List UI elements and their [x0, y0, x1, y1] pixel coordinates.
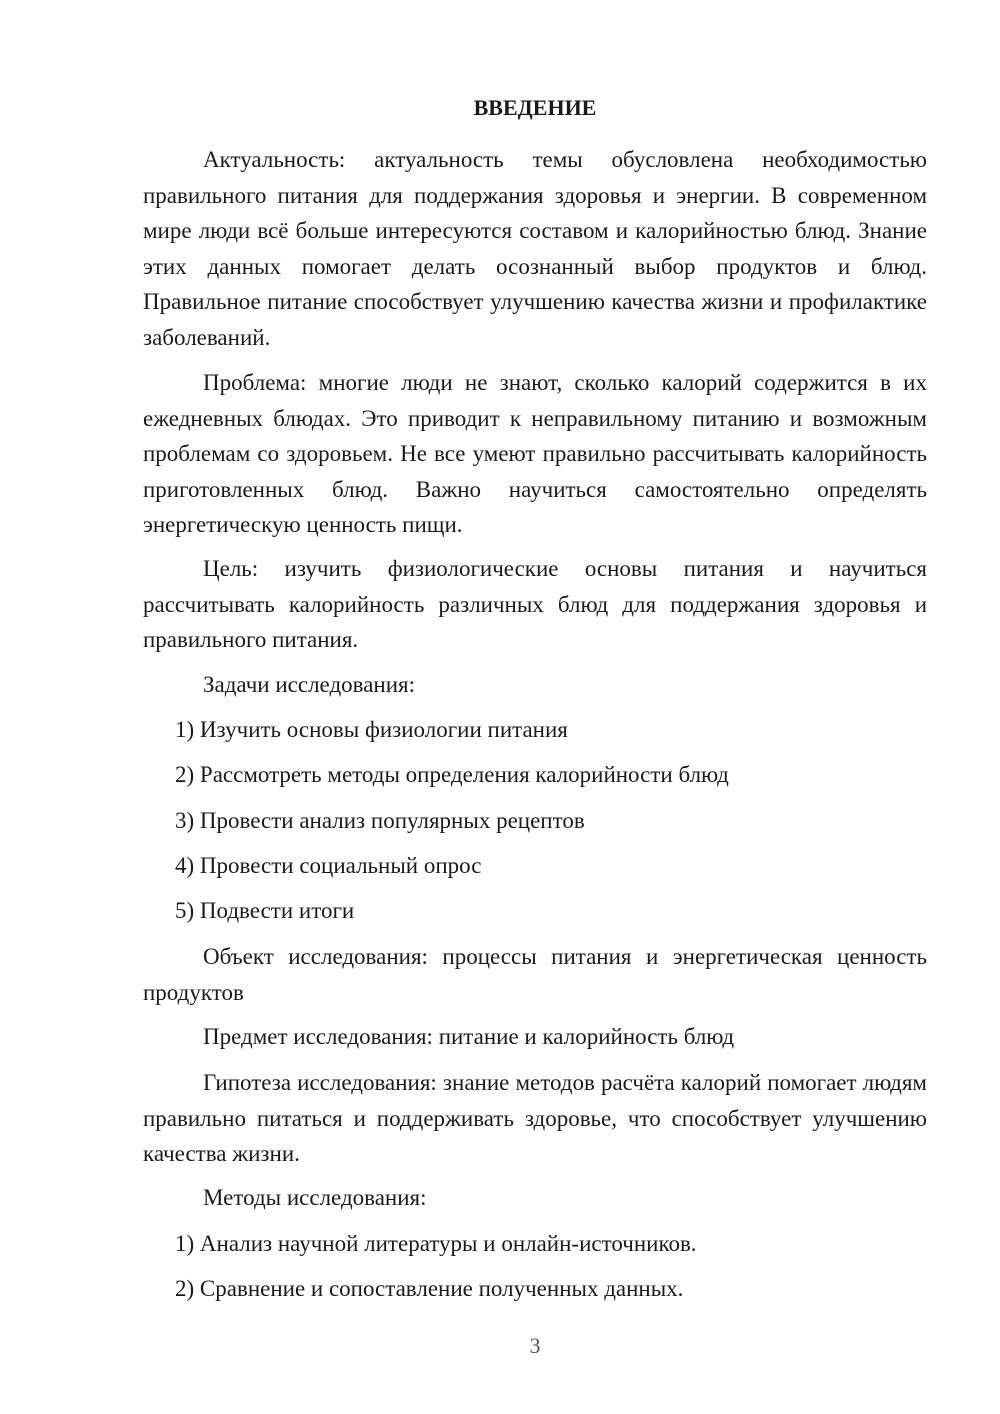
task-item: 5) Подвести итоги: [175, 898, 355, 923]
paragraph-subject: Предмет исследования: питание и калорийность блюд: [203, 1024, 735, 1049]
page-number: 3: [529, 1333, 541, 1358]
tasks-heading: Задачи исследования:: [203, 672, 416, 697]
task-item: 4) Провести социальный опрос: [175, 853, 482, 878]
paragraph-hypothesis: Гипотеза исследования: знание методов расчёта калорий помогает людям правильно питаться и поддерживать здоровье, что способствует улучшению качества жизни.: [143, 1070, 927, 1166]
task-item: 1) Изучить основы физиологии питания: [175, 717, 568, 742]
paragraph-object: Объект исследования: процессы питания и энергетическая ценность продуктов: [143, 944, 927, 1005]
methods-heading: Методы исследования:: [203, 1185, 427, 1210]
page-title: ВВЕДЕНИЕ: [473, 95, 597, 120]
paragraph-relevance: Актуальность: актуальность темы обусловлена необходимостью правильного питания для поддержания здоровья и энергии. В современном мире люди всё больше интересуются составом и калорийностью блюд. Знание этих данных помогает делать осознанный выбор продуктов и блюд. Правильное питание способствует улучшению качества жизни и профилактике заболеваний.: [143, 147, 927, 350]
task-item: 2) Рассмотреть методы определения калорийности блюд: [175, 762, 729, 787]
method-item: 2) Сравнение и сопоставление полученных данных.: [175, 1276, 684, 1301]
paragraph-goal: Цель: изучить физиологические основы питания и научиться рассчитывать калорийность различных блюд для поддержания здоровья и правильного питания.: [143, 556, 927, 652]
paragraph-problem: Проблема: многие люди не знают, сколько калорий содержится в их ежедневных блюдах. Это приводит к неправильному питанию и возможным проблемам со здоровьем. Не все умеют правильно рассчитывать калорийность приготовленных блюд. Важно научиться самостоятельно определять энергетическую ценность пищи.: [143, 370, 927, 537]
method-item: 1) Анализ научной литературы и онлайн-источников.: [175, 1231, 697, 1256]
task-item: 3) Провести анализ популярных рецептов: [175, 808, 585, 833]
